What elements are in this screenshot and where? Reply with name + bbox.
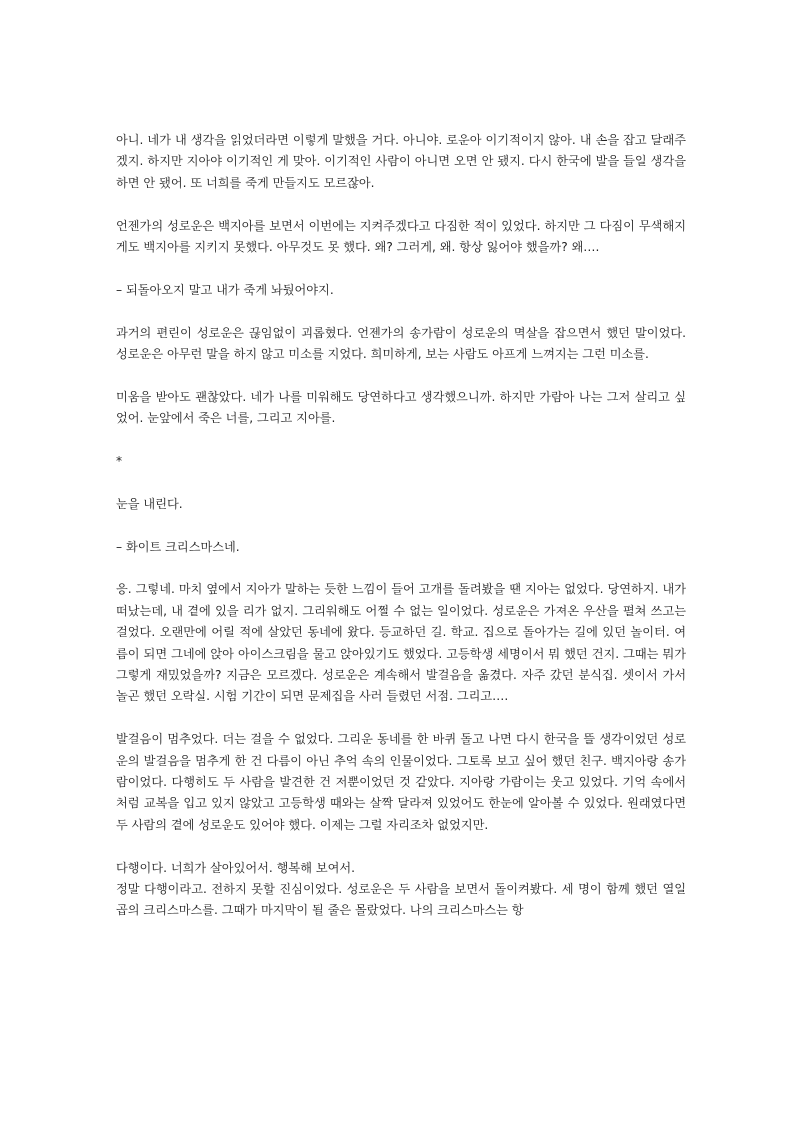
document-body bbox=[116, 130, 686, 943]
paragraph: 과거의 편린이 성로운은 끊임없이 괴롭혔다. 언젠가의 송가람이 성로운의 멱살을 잡으면서 했던 말이었다. 성로운은 아무런 말을 하지 않고 미소를 지었다. 희미하게, 보는 사람도 아프게 느껴지는 그런 미소를. bbox=[116, 325, 686, 362]
paragraph: – 되돌아오지 말고 내가 죽게 놔뒀어야지. bbox=[116, 282, 334, 297]
paragraph: 다행이다. 너희가 살아있어서. 행복해 보여서. bbox=[116, 860, 356, 875]
paragraph: 응. 그렇네. 마치 옆에서 지아가 말하는 듯한 느낌이 들어 고개를 돌려봤을 땐 지아는 없었다. 당연하지. 내가 떠났는데, 내 곁에 있을 리가 없지. 그리워해도 어쩔 수 없는 일이었다. 성로운은 가져온 우산을 펼쳐 쓰고는 걸었다. 오랜만에 어릴 적에 살았던 동네에 왔다. 등교하던 길. 학교. 집으로 돌아가는 길에 있던 놀이터. 여름이 되면 그네에 앉아 아이스크림을 물고 앉아있기도 했었다. 고등학생 세명이서 뭐 했던 건지. 그때는 뭐가 그렇게 재밌었을까? 지금은 모르겠다. 성로운은 계속해서 발걸음을 옮겼다. 자주 갔던 분식집. 셋이서 가서 놀곤 했던 오락실. 시험 기간이 되면 문제집을 사러 들렸던 서점. 그리고…. bbox=[116, 582, 686, 704]
paragraph: – 화이트 크리스마스네. bbox=[116, 539, 240, 554]
paragraph: 눈을 내린다. bbox=[116, 496, 183, 511]
paragraph: 언젠가의 성로운은 백지아를 보면서 이번에는 지켜주겠다고 다짐한 적이 있었다. 하지만 그 다짐이 무색해지게도 백지아를 지키지 못했다. 아무것도 못 했다. 왜? 그러게, 왜. 항상 잃어야 했을까? 왜…. bbox=[116, 218, 686, 255]
section-break: * bbox=[116, 454, 123, 469]
paragraph: 발걸음이 멈추었다. 더는 걸을 수 없었다. 그리운 동네를 한 바퀴 돌고 나면 다시 한국을 뜰 생각이었던 성로운의 발걸음을 멈추게 한 건 다름이 아닌 추억 속의 인물이었다. 그토록 보고 싶어 했던 친구. 백지아랑 송가람이었다. 다행히도 두 사람을 발견한 건 저뿐이었던 것 같았다. 지아랑 가람이는 웃고 있었다. 기억 속에서처럼 교복을 입고 있지 않았고 고등학생 때와는 살짝 달라져 있었어도 한눈에 알아볼 수 있었다. 원래였다면 두 사람의 곁에 성로운도 있어야 했다. 이제는 그럴 자리조차 없었지만. bbox=[116, 732, 686, 832]
paragraph: 정말 다행이라고. 전하지 못할 진심이었다. 성로운은 두 사람을 보면서 돌이켜봤다. 세 명이 함께 했던 열일곱의 크리스마스를. 그때가 마지막이 될 줄은 몰랐었다. 나의 크리스마스는 항 bbox=[116, 882, 686, 918]
paragraph: 아니. 네가 내 생각을 읽었더라면 이렇게 말했을 거다. 아니야. 로운아 이기적이지 않아. 내 손을 잡고 달래주겠지. 하지만 지아야 이기적인 게 맞아. 이기적인 사람이 아니면 오면 안 됐지. 다시 한국에 발을 들일 생각을 하면 안 됐어. 또 너희를 죽게 만들지도 모르잖아. bbox=[116, 133, 686, 190]
paragraph: 미움을 받아도 괜찮았다. 네가 나를 미워해도 당연하다고 생각했으니까. 하지만 가람아 나는 그저 살리고 싶었어. 눈앞에서 죽은 너를, 그리고 지아를. bbox=[116, 389, 686, 426]
